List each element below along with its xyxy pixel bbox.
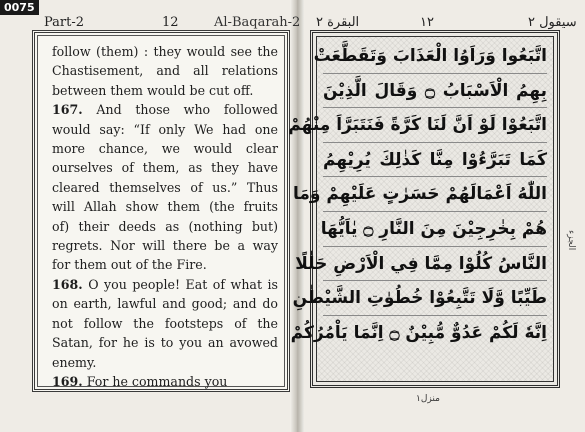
translation-line bbox=[52, 158, 278, 177]
translation-text: on earth, lawful and good; and do bbox=[52, 296, 278, 312]
arabic-verse-line: هُمْ بِخٰرِجِيْنَ مِنَ النَّارِ ۝ يٰاَيُّهَا bbox=[323, 212, 547, 247]
translation-text: O you people! Eat of what is bbox=[82, 276, 278, 292]
translation-text: between them would be cut off. bbox=[52, 82, 254, 98]
translation-line bbox=[52, 178, 278, 197]
translation-line bbox=[52, 197, 278, 216]
arabic-text-block bbox=[288, 36, 554, 382]
right-header-page-number: ١٢ bbox=[420, 15, 434, 30]
arabic-verse-line: اِنَّهٗ لَكُمْ عَدُوٌّ مُّبِيْنٌ ۝ اِنَّمَا يَاْمُرُكُمْ bbox=[290, 322, 547, 343]
translation-text: not follow the footsteps of the bbox=[52, 315, 278, 331]
translation-line bbox=[52, 139, 278, 158]
translation-line bbox=[52, 120, 278, 139]
verse-number: 168. bbox=[52, 276, 83, 292]
left-header-page-number: 12 bbox=[162, 15, 179, 30]
book-spine bbox=[290, 0, 304, 432]
left-header-part: Part-2 bbox=[44, 15, 85, 30]
translation-text: of) their deeds as (nothing but) bbox=[52, 218, 278, 234]
translation-page-frame bbox=[32, 30, 290, 392]
translation-line bbox=[52, 294, 278, 313]
translation-line bbox=[52, 236, 278, 255]
arabic-page-frame bbox=[288, 30, 560, 388]
margin-note: الجزء bbox=[566, 230, 576, 251]
arabic-verse-line: اتَّبَعُوا وَرَاَوُا الْعَذَابَ وَتَقَطَّعَتْ bbox=[323, 39, 547, 74]
translation-line bbox=[52, 372, 278, 391]
arabic-verse-line: طَيِّبًا وَّلَا تَتَّبِعُوْا خُطُوٰتِ الشَّيْطٰنِ bbox=[323, 281, 547, 316]
arabic-verse-line: اتَّبَعُوْا لَوْ اَنَّ لَنَا كَرَّةً فَنَتَبَرَّاَ مِنْهُمْ bbox=[323, 108, 547, 143]
translation-text: would say: “If only We had one bbox=[52, 121, 278, 137]
translation-text: And those who followed bbox=[82, 102, 278, 118]
translation-text: more chance, we would clear bbox=[52, 141, 278, 157]
right-header-surah: البقرة ٢ bbox=[316, 15, 360, 30]
arabic-verse-line: كَمَا تَبَرَّءُوْا مِنَّا كَذٰلِكَ يُرِيْهِمُ bbox=[323, 143, 547, 178]
page-badge: 0075 bbox=[0, 0, 39, 15]
translation-line bbox=[52, 255, 278, 274]
translation-text-block bbox=[37, 35, 285, 387]
translation-line bbox=[52, 100, 278, 119]
translation-text: will Allah show them (the fruits bbox=[52, 199, 278, 215]
manzil-footer: منزل١ bbox=[416, 394, 440, 404]
right-header-part: سيقول ٢ bbox=[528, 15, 577, 30]
translation-text: ourselves of them, as they have bbox=[52, 160, 278, 176]
translation-text: Satan, for he is to you an avowed bbox=[52, 335, 278, 351]
translation-text: follow (them) : they would see the bbox=[52, 44, 278, 59]
translation-line bbox=[52, 81, 278, 100]
translation-text: Chastisement, and all relations bbox=[52, 63, 278, 79]
translation-text: for them out of the Fire. bbox=[52, 257, 207, 273]
translation-text: cleared themselves of us.” Thus bbox=[52, 179, 278, 195]
translation-line bbox=[52, 217, 278, 236]
translation-line bbox=[52, 275, 278, 294]
arabic-verse-line: بِهِمُ الْاَسْبَابُ ۝ وَقَالَ الَّذِيْنَ bbox=[323, 74, 547, 109]
translation-text: For he commands you bbox=[82, 373, 228, 389]
translation-line bbox=[52, 61, 278, 80]
translation-line bbox=[52, 333, 278, 352]
arabic-verse-line: النَّاسُ كُلُوْا مِمَّا فِي الْاَرْضِ حَلٰلًا bbox=[323, 247, 547, 282]
translation-text: regrets. Nor will there be a way bbox=[52, 238, 278, 254]
arabic-verse-line: اللّٰهُ اَعْمَالَهُمْ حَسَرٰتٍ عَلَيْهِمْ وَمَا bbox=[323, 177, 547, 212]
translation-line bbox=[52, 314, 278, 333]
translation-text: enemy. bbox=[52, 354, 97, 370]
verse-number: 169. bbox=[52, 373, 83, 389]
translation-line bbox=[52, 353, 278, 372]
left-header-surah: Al-Baqarah-2 bbox=[214, 15, 301, 30]
verse-number: 167. bbox=[52, 102, 83, 118]
translation-line bbox=[52, 42, 278, 61]
